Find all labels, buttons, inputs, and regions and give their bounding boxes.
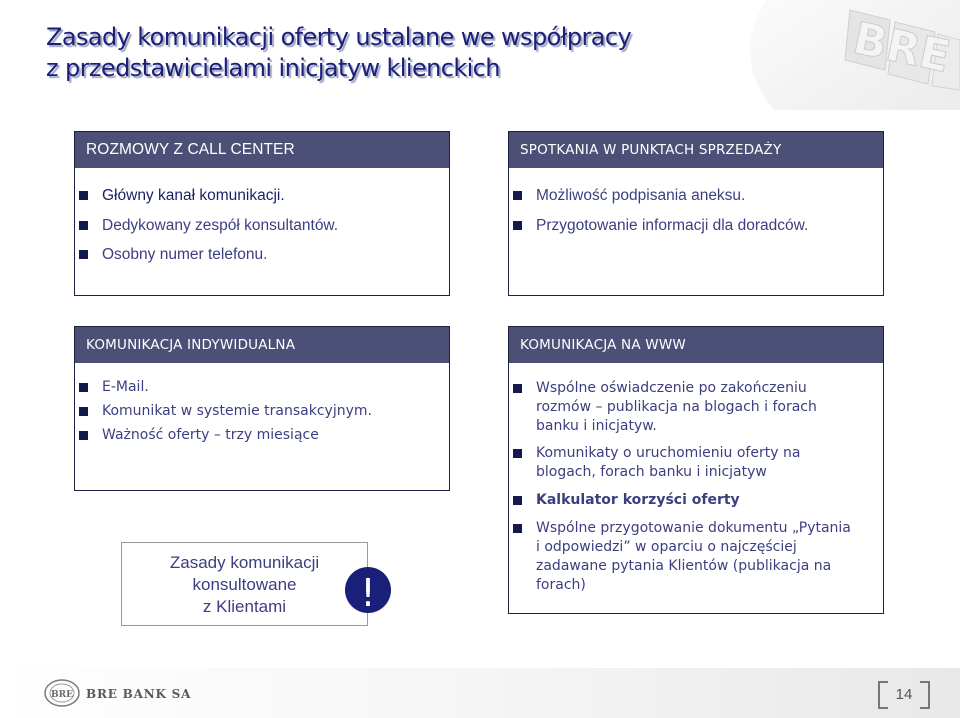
list-item xyxy=(509,211,883,241)
bullet-icon xyxy=(79,191,88,200)
bullet-icon xyxy=(79,383,88,392)
list-item-text: Komunikaty o uruchomieniu oferty na blogach, forach banku i inicjatyw xyxy=(536,445,801,480)
spotkania-box xyxy=(508,131,884,296)
bullet-icon xyxy=(79,431,88,440)
list-item-text: Wspólne przygotowanie dokumentu „Pytania i odpowiedzi” w oparciu o najczęściej zadawane pytania Klientów (publikacja na forach) xyxy=(536,520,851,593)
exclamation-icon xyxy=(344,566,392,614)
slide-title-line2: z przedstawicielami inicjatyw klienckich xyxy=(46,54,500,82)
bullet-icon xyxy=(79,221,88,230)
list-item-text: Kalkulator korzyści oferty xyxy=(536,492,740,508)
slide-title xyxy=(46,22,686,84)
bullet-icon xyxy=(79,250,88,259)
bullet-icon xyxy=(513,384,522,393)
list-item-text: E-Mail. xyxy=(102,379,149,395)
list-item-text: Komunikat w systemie transakcyjnym. xyxy=(102,403,372,419)
list-item-text: Dedykowany zespół konsultantów. xyxy=(102,216,339,234)
list-item-text: Możliwość podpisania aneksu. xyxy=(536,187,746,204)
indywidualna-list xyxy=(75,378,449,445)
list-item xyxy=(75,426,449,445)
footer-brand: BRE BANK SA xyxy=(86,687,192,701)
call-center-header: ROZMOWY Z CALL CENTER xyxy=(75,132,449,168)
list-item xyxy=(509,444,853,482)
page-number: 14 xyxy=(878,681,930,709)
list-item xyxy=(509,519,853,595)
svg-text:BRE: BRE xyxy=(51,690,73,700)
list-item-text: Przygotowanie informacji dla doradców. xyxy=(536,216,809,234)
list-item-text: Ważność oferty – trzy miesiące xyxy=(102,427,319,443)
bullet-icon xyxy=(513,221,522,230)
spotkania-list xyxy=(509,181,883,240)
bullet-icon xyxy=(513,191,522,200)
note-line1: Zasady komunikacji xyxy=(169,553,320,572)
www-box xyxy=(508,326,884,614)
footer xyxy=(0,668,960,718)
www-list xyxy=(509,379,883,595)
indywidualna-box xyxy=(74,326,450,491)
list-item xyxy=(75,240,449,270)
note-line2: konsultowane xyxy=(192,575,297,594)
list-item xyxy=(75,402,449,421)
spotkania-header: SPOTKANIA W PUNKTACH SPRZEDAŻY xyxy=(509,132,883,168)
list-item-text: Osobny numer telefonu. xyxy=(102,246,268,263)
exclamation-mark: ! xyxy=(360,571,376,614)
list-item xyxy=(509,379,853,436)
www-header: KOMUNIKACJA NA WWW xyxy=(509,327,883,363)
list-item-text: Wspólne oświadczenie po zakończeniu rozmów – publikacja na blogach i forach banku i inicjatyw. xyxy=(536,380,817,434)
list-item xyxy=(509,491,853,510)
svg-text:BRE: BRE xyxy=(848,12,955,84)
call-center-box xyxy=(74,131,450,296)
list-item xyxy=(75,181,449,211)
bre-corner-logo xyxy=(700,0,960,110)
bullet-icon xyxy=(79,407,88,416)
bullet-icon xyxy=(513,449,522,458)
list-item xyxy=(75,378,449,397)
list-item xyxy=(75,211,449,241)
bullet-icon xyxy=(513,524,522,533)
list-item xyxy=(509,181,883,211)
consultation-note xyxy=(121,542,368,626)
call-center-list xyxy=(75,181,449,270)
bullet-icon xyxy=(513,496,522,505)
bre-logo-icon xyxy=(44,679,80,707)
note-line3: z Klientami xyxy=(202,597,287,616)
list-item-text: Główny kanał komunikacji. xyxy=(102,187,285,204)
indywidualna-header: KOMUNIKACJA INDYWIDUALNA xyxy=(75,327,449,363)
slide-title-line1: Zasady komunikacji oferty ustalane we współpracy xyxy=(46,23,632,51)
